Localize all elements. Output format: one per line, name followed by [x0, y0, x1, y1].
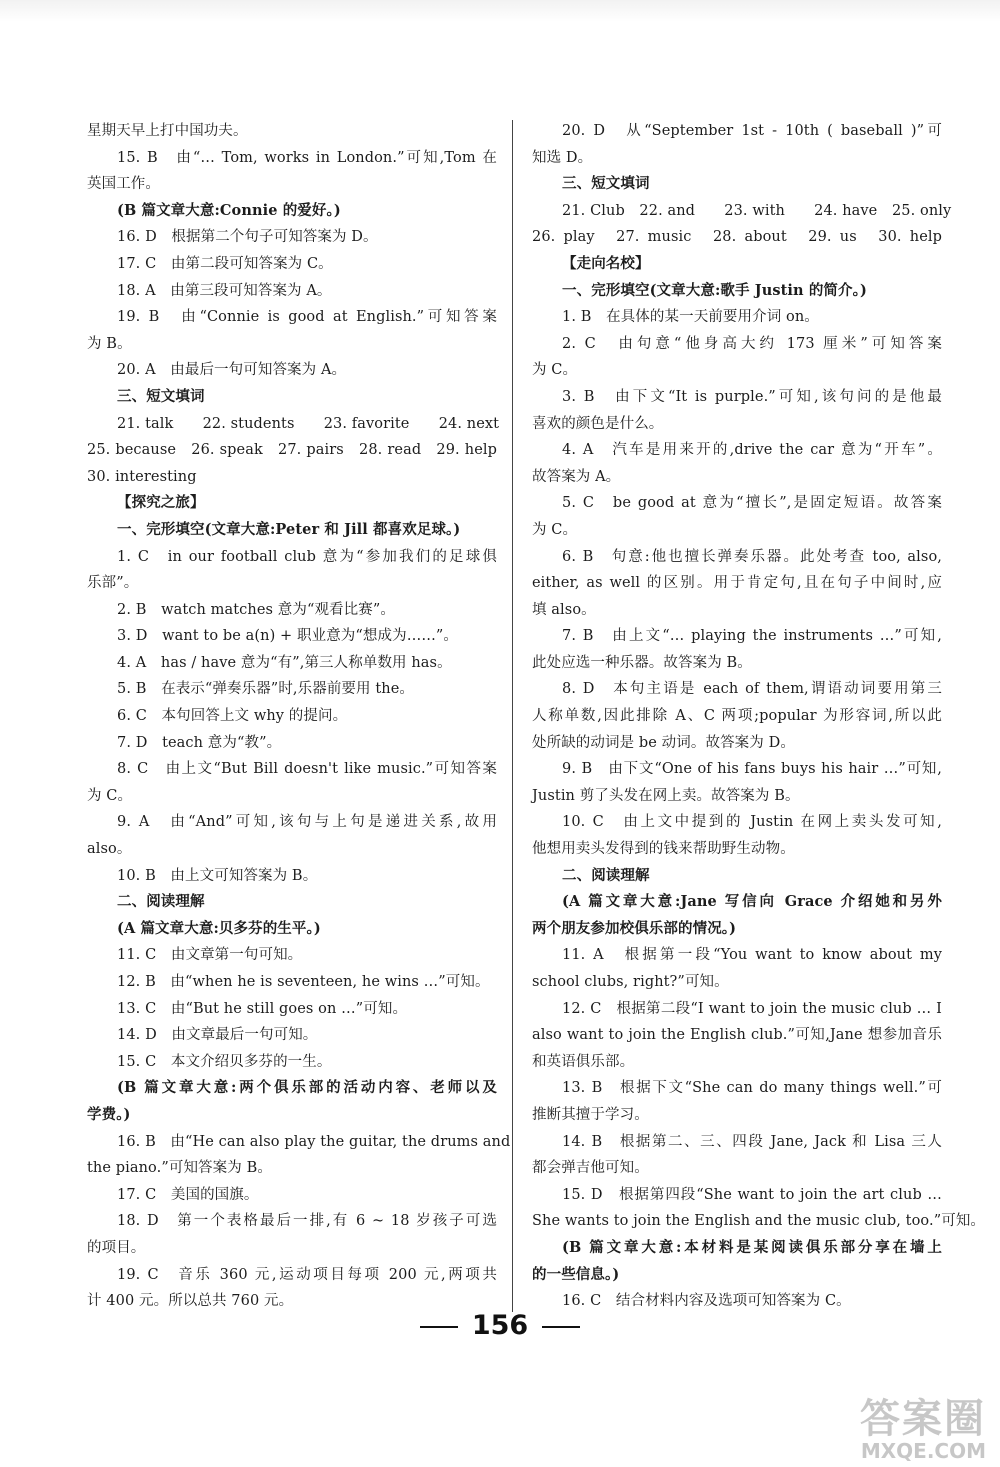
right-column	[532, 118, 986, 1315]
text-line: 10. C 由上文中提到的 Justin 在网上卖头发可知,	[562, 814, 942, 831]
text-line: 【探究之旅】	[117, 494, 205, 512]
text-line: 都会弹吉他可知。	[532, 1160, 649, 1177]
text-line: Justin 剪了头发在网上卖。故答案为 B。	[532, 787, 800, 804]
text-line: She wants to join the English and the music club, too.”可知。	[532, 1213, 986, 1230]
text-line: 17. C 由第二段可知答案为 C。	[117, 255, 333, 272]
text-line: (B 篇文章大意:Connie 的爱好。)	[117, 201, 341, 219]
page-number-text: 156	[471, 1310, 529, 1341]
text-line: 7. D teach 意为“教”。	[117, 734, 282, 751]
text-line: 21. Club 22. and 23. with 24. have 25. only	[562, 202, 952, 219]
text-line: 英国工作。	[87, 176, 160, 193]
text-line: 3. D want to be a(n) + 职业意为“想成为……”。	[117, 628, 459, 645]
text-line: (A 篇文章大意:Jane 写信向 Grace 介绍她和另外	[562, 893, 942, 911]
text-line: 8. C 由上文“But Bill doesn't like music.”可知答案	[117, 761, 497, 778]
text-line: 7. B 由上文“… playing the instruments …”可知,	[562, 628, 942, 645]
text-line: 12. C 根据第二段“I want to join the music club … I	[562, 1000, 942, 1017]
text-line: 10. B 由上文可知答案为 B。	[117, 867, 318, 884]
text-line: 16. D 根据第二个句子可知答案为 D。	[117, 229, 378, 246]
watermark-logo-text: 答案圈	[860, 1396, 986, 1442]
text-line: 喜欢的颜色是什么。	[532, 415, 664, 432]
text-line: (B 篇文章大意:本材料是某阅读俱乐部分享在墙上	[562, 1238, 942, 1256]
text-line: 人称单数,因此排除 A、C 两项;popular 为形容词,所以此	[532, 708, 942, 725]
text-line: 16. B 由“He can also play the guitar, the drums and	[117, 1133, 511, 1150]
watermark-url: MXQE.COM	[860, 1439, 986, 1463]
text-line: 13. B 根据下文“She can do many things well.”可	[562, 1080, 942, 1097]
text-line: 【走向名校】	[562, 254, 650, 272]
text-line: 15. B 由“… Tom, works in London.”可知,Tom 在	[117, 149, 497, 166]
text-line: 一、完形填空(文章大意:Peter 和 Jill 都喜欢足球。)	[117, 520, 461, 538]
text-line: 1. B 在具体的某一天前要用介词 on。	[562, 309, 819, 326]
left-column	[87, 118, 511, 1315]
text-line: 和英语俱乐部。	[532, 1053, 635, 1070]
text-line: 20. D 从“September 1st - 10th ( baseball )”可	[562, 123, 942, 139]
text-line: 4. A has / have 意为“有”,第三人称单数用 has。	[117, 654, 452, 671]
text-line: school clubs, right?”可知。	[532, 974, 729, 990]
text-line: 12. B 由“when he is seventeen, he wins …”可知。	[117, 974, 490, 990]
text-line: also。	[87, 841, 132, 858]
text-line: 两个朋友参加校俱乐部的情况。)	[532, 919, 737, 937]
text-line: 此处应选一种乐器。故答案为 B。	[532, 654, 752, 671]
text-line: 6. C 本句回答上文 why 的提问。	[117, 708, 348, 725]
watermark-logo	[826, 1396, 986, 1463]
text-line: (B 篇文章大意:两个俱乐部的活动内容、老师以及	[117, 1079, 497, 1097]
text-line: 知选 D。	[532, 149, 593, 166]
text-line: 15. C 本文介绍贝多芬的一生。	[117, 1053, 332, 1070]
text-line: 14. D 由文章最后一句可知。	[117, 1027, 318, 1044]
text-line: 11. A 根据第一段“You want to know about my	[562, 947, 942, 964]
text-line: 26. play 27. music 28. about 29. us 30. help	[532, 229, 942, 246]
text-line: 为 C。	[532, 521, 578, 538]
text-line: 1. C in our football club 意为“参加我们的足球俱	[117, 548, 497, 565]
text-line: 15. D 根据第四段“She want to join the art club …	[562, 1186, 942, 1203]
text-line: 二、阅读理解	[117, 893, 205, 911]
text-line: 为 C。	[87, 787, 133, 804]
text-line: 的项目。	[87, 1239, 146, 1256]
text-line: 11. C 由文章第一句可知。	[117, 947, 303, 964]
text-line: 19. B 由“Connie is good at English.”可知答案	[117, 309, 497, 326]
text-line: 为 C。	[532, 362, 578, 379]
text-line: 故答案为 A。	[532, 468, 621, 485]
page-number-dash-right	[542, 1326, 580, 1328]
text-line: 21. talk 22. students 23. favorite 24. next	[117, 415, 500, 432]
text-line: 推断其擅于学习。	[532, 1106, 649, 1123]
scan-shadow	[0, 0, 1000, 22]
text-line: 的一些信息。)	[532, 1265, 620, 1283]
text-line: 13. C 由“But he still goes on …”可知。	[117, 1000, 408, 1017]
text-line: 三、短文填词	[562, 175, 650, 193]
text-line: 18. D 第一个表格最后一排,有 6 ~ 18 岁孩子可选	[117, 1213, 497, 1230]
text-line: 19. C 音乐 360 元,运动项目每项 200 元,两项共	[117, 1266, 497, 1283]
text-line: 5. C be good at 意为“擅长”,是固定短语。故答案	[562, 495, 942, 512]
text-line: 学费。)	[87, 1105, 131, 1123]
text-line: 乐部”。	[87, 575, 139, 592]
text-line: 2. B watch matches 意为“观看比赛”。	[117, 601, 395, 618]
text-line: 2. C 由句意“他身高大约 173 厘米”可知答案	[562, 335, 942, 352]
text-line: 3. B 由下文“It is purple.”可知,该句问的是他最	[562, 388, 942, 405]
text-line: 6. B 句意:他也擅长弹奏乐器。此处考查 too, also,	[562, 548, 942, 565]
text-line: 他想用卖头发得到的钱来帮助野生动物。	[532, 841, 795, 858]
text-line: 5. B 在表示“弹奏乐器”时,乐器前要用 the。	[117, 681, 414, 698]
text-line: 18. A 由第三段可知答案为 A。	[117, 282, 332, 299]
text-line: 4. A 汽车是用来开的,drive the car 意为“开车”。	[562, 442, 942, 459]
text-line: 填 also。	[532, 601, 596, 618]
text-line: 16. C 结合材料内容及选项可知答案为 C。	[562, 1293, 851, 1310]
text-line: 二、阅读理解	[562, 866, 650, 884]
text-line: 星期天早上打中国功夫。	[87, 123, 248, 139]
text-line: 17. C 美国的国旗。	[117, 1186, 259, 1203]
text-line: 计 400 元。所以总共 760 元。	[87, 1293, 294, 1310]
text-line: 25. because 26. speak 27. pairs 28. read 29. help	[87, 442, 497, 459]
text-line: 14. B 根据第二、三、四段 Jane, Jack 和 Lisa 三人	[562, 1133, 942, 1150]
text-line: 20. A 由最后一句可知答案为 A。	[117, 362, 347, 379]
text-line: 9. B 由下文“One of his fans buys his hair …”可知,	[562, 761, 942, 778]
text-line: 一、完形填空(文章大意:歌手 Justin 的简介。)	[562, 281, 867, 299]
text-line: either, as well 的区别。用于肯定句,且在句子中间时,应	[532, 575, 942, 592]
text-line: 三、短文填词	[117, 387, 205, 405]
text-line: 处所缺的动词是 be 动词。故答案为 D。	[532, 734, 795, 751]
page-number-dash-left	[420, 1326, 458, 1328]
text-line: also want to join the English club.”可知,Jane 想参加音乐	[532, 1027, 942, 1044]
text-line: 9. A 由“And”可知,该句与上句是递进关系,故用	[117, 814, 497, 831]
page-number	[0, 1310, 1000, 1341]
text-line: (A 篇文章大意:贝多芬的生平。)	[117, 919, 321, 937]
text-line: 为 B。	[87, 335, 132, 352]
text-line: 8. D 本句主语是 each of them,谓语动词要用第三	[562, 681, 942, 698]
column-divider	[512, 120, 513, 1312]
text-line: the piano.”可知答案为 B。	[87, 1160, 272, 1177]
text-line: 30. interesting	[87, 468, 197, 485]
